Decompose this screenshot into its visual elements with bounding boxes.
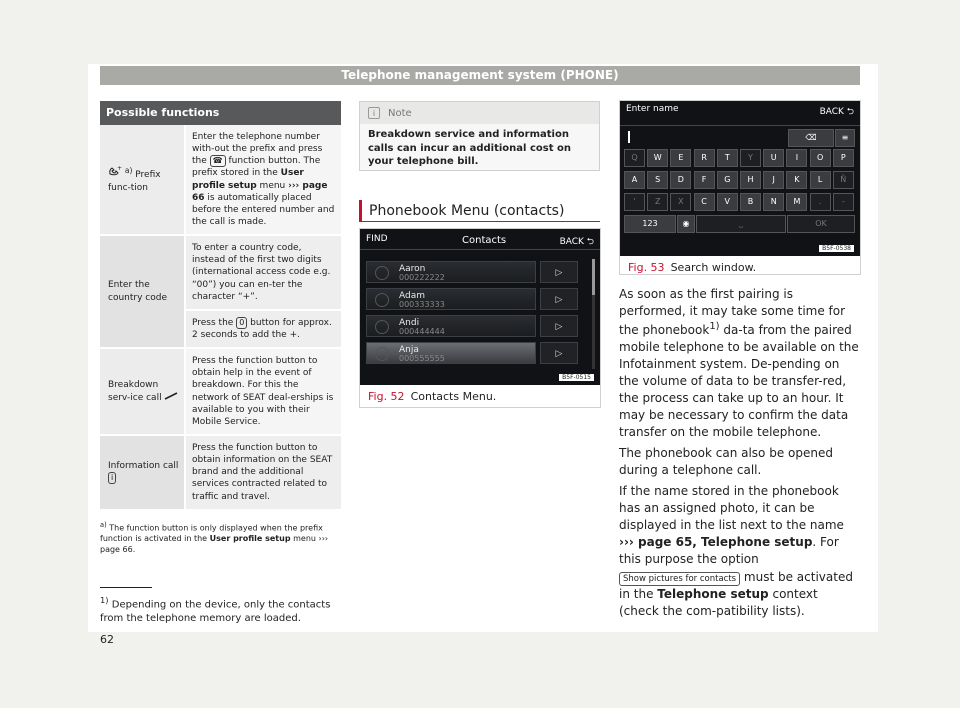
paragraph: The phonebook can also be opened during a telephone call.: [619, 446, 833, 478]
function-label: Breakdown serv-ice call: [108, 380, 162, 403]
find-button[interactable]: FIND: [366, 234, 388, 244]
page-number: 62: [100, 633, 114, 646]
contact-name: Adam: [399, 291, 425, 301]
footnote-mark: a): [100, 520, 107, 529]
table-row: [100, 349, 341, 436]
page-footnote: [100, 595, 340, 625]
keyboard-screen: [620, 101, 860, 256]
note-box: [359, 101, 600, 171]
key-P[interactable]: P: [833, 149, 854, 167]
key-T[interactable]: T: [717, 149, 738, 167]
prefix-key-icon: ☎: [210, 155, 226, 167]
figure-53: [619, 100, 861, 275]
key-U[interactable]: U: [763, 149, 784, 167]
contact-name: Anja: [399, 345, 419, 355]
option-button: Show pictures for contacts: [619, 572, 740, 586]
table-row: [100, 125, 341, 236]
menu-name: Telephone setup: [657, 586, 769, 601]
contact-row[interactable]: [366, 288, 536, 310]
heading-rule: [359, 221, 600, 222]
key-Z[interactable]: Z: [647, 193, 668, 211]
key-N[interactable]: N: [763, 193, 784, 211]
key-Ñ[interactable]: Ñ: [833, 171, 854, 189]
info-note-icon: i: [368, 107, 380, 119]
contact-row[interactable]: [366, 342, 536, 364]
paragraph: [619, 483, 859, 619]
key-Y[interactable]: Y: [740, 149, 761, 167]
figure-number: Fig. 53: [628, 261, 665, 274]
description-text: button for approx. 2 seconds to add the +.: [192, 317, 332, 340]
divider: [360, 249, 600, 250]
page-header: Telephone management system (PHONE): [100, 66, 860, 85]
description-text: is automatically placed before the entered number and the call is made.: [192, 192, 335, 227]
space-key[interactable]: ⎵: [696, 215, 786, 233]
footnote-text: Depending on the device, only the contacts from the telephone memory are loaded.: [100, 599, 331, 624]
key-R[interactable]: R: [694, 149, 715, 167]
figure-code: B5F-0538: [819, 245, 854, 252]
page-link[interactable]: ››› page 66: [192, 180, 328, 203]
figure-52: [359, 228, 601, 408]
screen-title: Enter name: [626, 104, 679, 114]
text: must be activated in the: [619, 569, 853, 601]
ok-button[interactable]: OK: [787, 215, 855, 233]
contact-phone: 000333333: [399, 300, 445, 309]
key-E[interactable]: E: [670, 149, 691, 167]
scrollbar[interactable]: [592, 259, 595, 369]
description-cell: [184, 349, 341, 434]
key-X[interactable]: X: [670, 193, 691, 211]
key-L[interactable]: L: [810, 171, 831, 189]
function-label: Prefix func-tion: [108, 170, 161, 193]
text: context (check the com-patibility lists).: [619, 586, 818, 618]
contacts-screen: [360, 229, 600, 385]
section-heading: Phonebook Menu (contacts): [359, 200, 600, 222]
footnote-text: menu ››› page 66.: [100, 534, 329, 554]
play-icon[interactable]: ▷: [540, 261, 578, 283]
function-cell: [100, 349, 184, 434]
zero-key: 0: [236, 317, 247, 329]
play-icon[interactable]: ▷: [540, 342, 578, 364]
description-text: Press the: [192, 317, 234, 328]
contact-phone: 000222222: [399, 273, 445, 282]
avatar-icon: [375, 266, 389, 280]
text-cursor: [628, 131, 630, 143]
function-cell: [100, 125, 184, 234]
function-cell: [100, 436, 184, 509]
key-F[interactable]: F: [694, 171, 715, 189]
contact-row[interactable]: [366, 261, 536, 283]
table-heading: Possible functions: [100, 101, 341, 125]
paragraph: [619, 286, 859, 441]
page-link[interactable]: ››› page 65, Telephone setup: [619, 535, 813, 550]
figure-caption: [360, 385, 600, 408]
phone-plus-icon: [108, 165, 125, 180]
footnote-ref: a): [124, 166, 133, 176]
description-text: function button. The prefix stored in the: [192, 156, 321, 179]
list-icon[interactable]: ≡: [835, 129, 855, 147]
body-text: [619, 286, 859, 624]
table-row: [100, 236, 341, 349]
description-text: Enter the telephone number with-out the prefix and press the: [192, 132, 323, 167]
note-label: Note: [388, 107, 412, 119]
wrench-icon: [164, 393, 178, 403]
text: da-ta from the paired mobile telephone to be available on the Infotainment system. De-pending on the volume of data to be transfer-red, the process can take up to an hour. It may be necessary to confirm the data transfer on the mobile telephone.: [619, 323, 859, 440]
divider: [620, 125, 860, 126]
avatar-icon: [375, 347, 389, 361]
numbers-key[interactable]: 123: [624, 215, 676, 233]
menu-name: User profile setup: [192, 168, 304, 191]
contact-row[interactable]: [366, 315, 536, 337]
caption-text: Search window.: [670, 261, 757, 274]
key-S[interactable]: S: [647, 171, 668, 189]
key-.[interactable]: .: [810, 193, 831, 211]
key-D[interactable]: D: [670, 171, 691, 189]
description-sub: [186, 309, 341, 341]
description-text: Press the function button to obtain help in the event of breakdown. For this the network of SEAT deal-erships is available to you with their Mobile Service.: [192, 356, 334, 427]
functions-table: [100, 101, 341, 556]
function-cell: [100, 236, 184, 347]
contact-name: Andi: [399, 318, 420, 328]
key-I[interactable]: I: [786, 149, 807, 167]
function-label: Information call: [108, 461, 179, 472]
backspace-key[interactable]: ⌫: [788, 129, 834, 147]
description-cell: [184, 436, 341, 509]
key-G[interactable]: G: [717, 171, 738, 189]
contacts-topbar: [360, 229, 600, 249]
contact-phone: 000444444: [399, 327, 445, 336]
key-O[interactable]: O: [810, 149, 831, 167]
note-text: Breakdown service and information calls can incur an additional cost on your telephone bill.: [368, 129, 571, 167]
key-J[interactable]: J: [763, 171, 784, 189]
avatar-icon: [375, 293, 389, 307]
key-V[interactable]: V: [717, 193, 738, 211]
key-Q[interactable]: Q: [624, 149, 645, 167]
key-C[interactable]: C: [694, 193, 715, 211]
key-A[interactable]: A: [624, 171, 645, 189]
key-M[interactable]: M: [786, 193, 807, 211]
note-header: [360, 102, 599, 124]
footnote-rule: [100, 587, 152, 588]
footnote-mark: 1): [100, 595, 109, 605]
contact-name: Aaron: [399, 264, 426, 274]
footnote-ref: 1): [709, 321, 720, 333]
figure-caption: [620, 256, 860, 279]
text: As soon as the first pairing is performed, it may take some time for the phonebook: [619, 287, 846, 338]
figure-number: Fig. 52: [368, 390, 405, 403]
key-'[interactable]: ': [624, 193, 645, 211]
back-button[interactable]: BACK ⮌: [819, 107, 854, 117]
text: . For this purpose the option: [619, 535, 839, 567]
contact-phone: 000555555: [399, 354, 445, 363]
description-cell: [184, 125, 341, 234]
key-K[interactable]: K: [786, 171, 807, 189]
figure-code: B5F-0515: [559, 374, 594, 381]
key-W[interactable]: W: [647, 149, 668, 167]
table-footnote: [100, 521, 341, 556]
footnote-text: The function button is only displayed when the prefix function is activated in the: [100, 523, 323, 544]
description-cell: [184, 236, 341, 347]
description-text: To enter a country code, instead of the first two digits (international access code e.g. “00”) you can en-ter the character “+”.: [192, 243, 331, 302]
back-button[interactable]: BACK ⮌: [559, 237, 594, 247]
table-row: [100, 436, 341, 511]
play-icon[interactable]: ▷: [540, 288, 578, 310]
description-text: Press the function button to obtain information on the SEAT brand and the additional services contracted related to traffic and travel.: [192, 442, 333, 502]
key-B[interactable]: B: [740, 193, 761, 211]
key--[interactable]: -: [833, 193, 854, 211]
text: If the name stored in the phonebook has an assigned photo, it can be displayed in the list next to the name: [619, 484, 844, 533]
caption-text: Contacts Menu.: [410, 390, 497, 403]
key-H[interactable]: H: [740, 171, 761, 189]
description-text: menu: [259, 180, 286, 191]
function-label: Enter the country code: [108, 280, 167, 303]
screen-title: Contacts: [462, 235, 507, 246]
play-icon[interactable]: ▷: [540, 315, 578, 337]
svg-text:+: +: [117, 165, 122, 173]
avatar-icon: [375, 320, 389, 334]
globe-icon[interactable]: ◉: [677, 215, 695, 233]
info-icon: i: [108, 472, 116, 484]
menu-name: User profile setup: [209, 534, 291, 544]
